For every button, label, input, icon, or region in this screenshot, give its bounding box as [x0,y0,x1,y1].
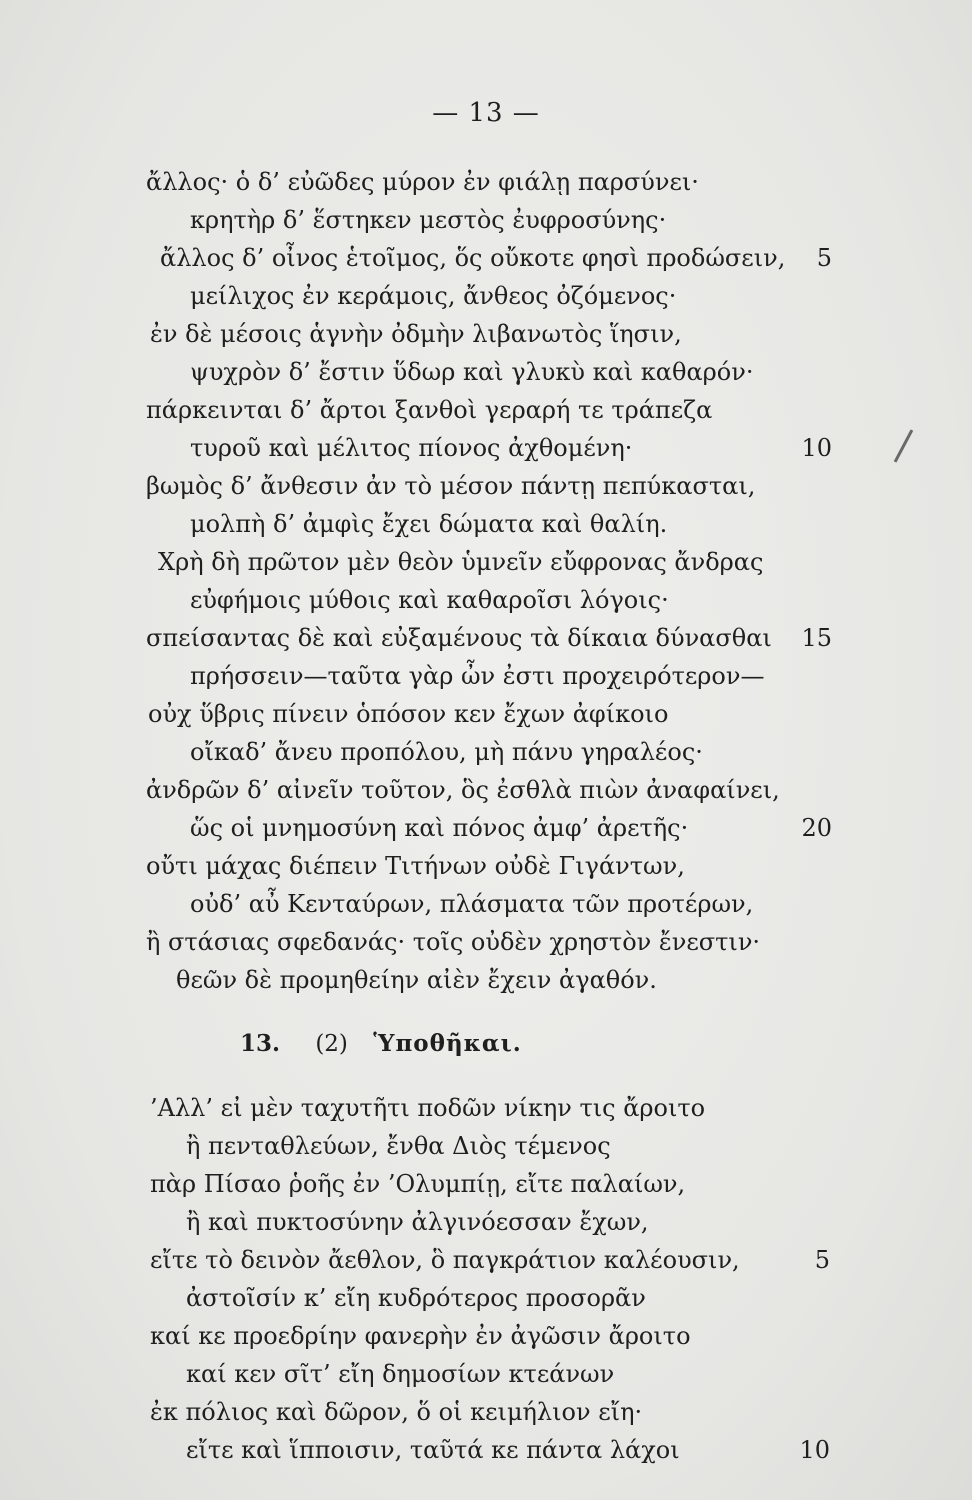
line-number: 5 [814,1246,830,1274]
poem-a-line: σπείσαντας δὲ καὶ εὐξαμένους τὰ δίκαια δύνασθαι [146,624,772,652]
poem-a-line: βωμὸς δ’ ἄνθεσιν ἀν τὸ μέσον πάντῃ πεπύκασται, [146,472,756,500]
poem-b-line: ἀστοῖσίν κ’ εἴη κυδρότερος προσορᾶν [186,1284,646,1312]
poem-a-line: ἄλλος· ὁ δ’ εὐῶδες μύρον ἐν φιάλῃ παρσύνει· [146,168,699,196]
poem-a-line: Χρὴ δὴ πρῶτον μὲν θεὸν ὑμνεῖν εὔφρονας ἄνδρας [158,548,764,576]
poem-a-line: εὐφήμοις μύθοις καὶ καθαροῖσι λόγοις· [190,586,669,614]
poem-a-line: μείλιχος ἐν κεράμοις, ἄνθεος ὀζόμενος· [190,282,677,310]
poem-a-line: τυροῦ καὶ μέλιτος πίονος ἀχθομένη· [190,434,633,462]
section-title: Ὑποθῆκαι. [373,1030,522,1057]
poem-b-line: ἐκ πόλιος καὶ δῶρον, ὅ οἱ κειμήλιον εἴη· [150,1398,643,1426]
poem-a-line: οἴκαδ’ ἄνευ προπόλου, μὴ πάνυ γηραλέος· [190,738,703,766]
line-number: 10 [799,1436,830,1464]
poem-a-line: ἐν δὲ μέσοις ἁγνὴν ὀδμὴν λιβανωτὸς ἵησιν, [150,320,682,348]
poem-a-line: μολπὴ δ’ ἀμφὶς ἔχει δώματα καὶ θαλίη. [190,510,668,538]
poem-b-line: ἢ καὶ πυκτοσύνην ἀλγινόεσσαν ἔχων, [186,1208,649,1236]
poem-b-line: καί κε προεδρίην φανερὴν ἐν ἀγῶσιν ἄροιτο [150,1322,691,1350]
section-heading [240,1030,522,1057]
poem-b-line: ἢ πενταθλεύων, ἔνθα Διὸς τέμενος [186,1132,611,1160]
poem-b-line: εἴτε τὸ δεινὸν ἄεθλον, ὃ παγκράτιον καλέουσιν, [150,1246,740,1274]
poem-a-line: ψυχρὸν δ’ ἔστιν ὕδωρ καὶ γλυκὺ καὶ καθαρόν· [190,358,754,386]
section-subnumber: (2) [315,1031,348,1057]
poem-a-line: οὐδ’ αὖ Κενταύρων, πλάσματα τῶν προτέρων, [190,890,754,918]
margin-pencil-mark [894,429,914,462]
poem-a-line: πάρκεινται δ’ ἄρτοι ξανθοὶ γεραρή τε τράπεζα [146,396,713,424]
section-number: 13. [240,1030,281,1057]
poem-b-line: πὰρ Πίσαο ῥοῆς ἐν ’Ολυμπίῃ, εἴτε παλαίων, [150,1170,686,1198]
poem-a-line: ἄλλος δ’ οἶνος ἑτοῖμος, ὅς οὔκοτε φησὶ προδώσειν, [160,244,786,272]
poem-a-line: ὥς οἱ μνημοσύνη καὶ πόνος ἀμφ’ ἀρετῆς· [190,814,689,842]
poem-a-line: ἀνδρῶν δ’ αἰνεῖν τοῦτον, ὃς ἐσθλὰ πιὼν ἀναφαίνει, [146,776,780,804]
poem-a-line: οὔτι μάχας διέπειν Τιτήνων οὐδὲ Γιγάντων, [146,852,685,880]
line-number: 10 [801,434,832,462]
poem-b-line: εἴτε καὶ ἵπποισιν, ταῦτά κε πάντα λάχοι [186,1436,680,1464]
page-number: — 13 — [432,98,540,128]
poem-a-line: κρητὴρ δ’ ἕστηκεν μεστὸς ἐυφροσύνης· [190,206,667,234]
line-number: 5 [816,244,832,272]
line-number: 15 [801,624,832,652]
poem-a-line: πρήσσειν—ταῦτα γὰρ ὦν ἐστι προχειρότερον— [190,662,765,690]
poem-b-line: καί κεν σῖτ’ εἴη δημοσίων κτεάνων [186,1360,615,1388]
line-number: 20 [801,814,832,842]
poem-a-line: οὐχ ὕβρις πίνειν ὁπόσον κεν ἔχων ἀφίκοιο [148,700,669,728]
poem-a-line: θεῶν δὲ προμηθείην αἰὲν ἔχειν ἀγαθόν. [176,966,657,994]
poem-b-line: ’Αλλ’ εἰ μὲν ταχυτῆτι ποδῶν νίκην τις ἄροιτο [150,1094,706,1122]
poem-a-line: ἢ στάσιας σφεδανάς· τοῖς οὐδὲν χρηστὸν ἔνεστιν· [146,928,761,956]
